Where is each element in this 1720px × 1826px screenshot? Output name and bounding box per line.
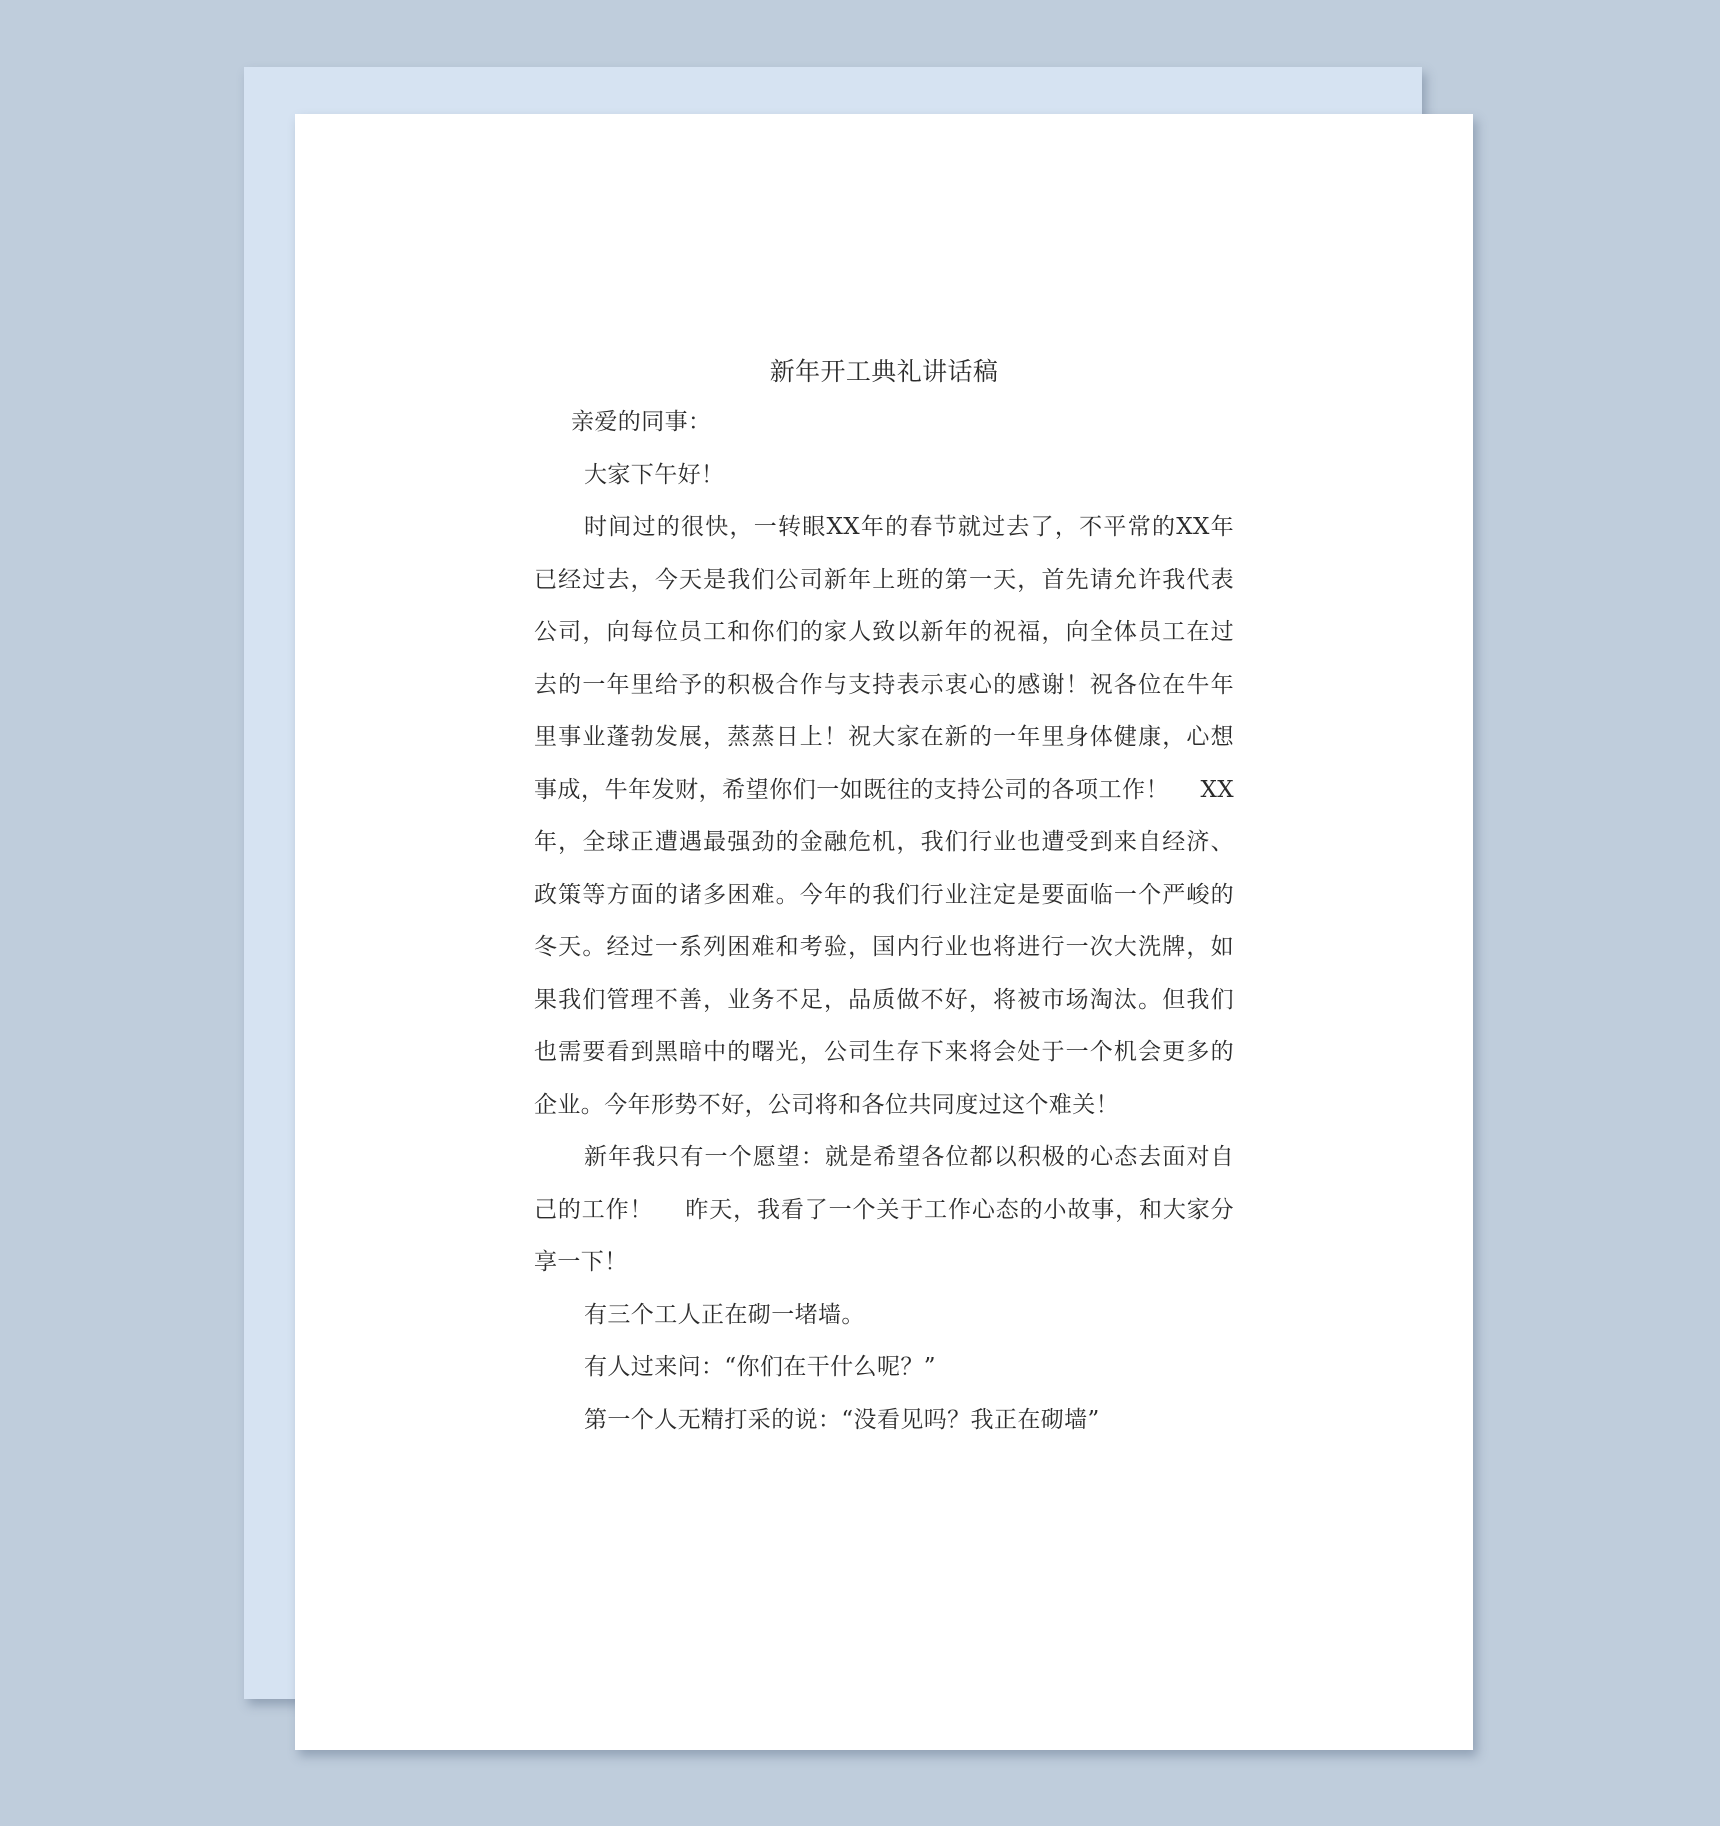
paragraph-story-1: 有三个工人正在砌一堵墙。 xyxy=(584,1301,865,1328)
paragraph-story-3: 第一个人无精打采的说：“没看见吗？我正在砌墙” xyxy=(584,1406,1100,1433)
paragraph-greeting: 大家下午好！ xyxy=(584,461,725,488)
paragraph-story-2: 有人过来问：“你们在干什么呢？” xyxy=(584,1354,936,1380)
paragraph-new-year-review: 时间过的很快，一转眼XX年的春节就过去了，不平常的XX年已经过去，今天是我们公司新年上班的第一天，首先请允许我代表公司，向每位员工和你们的家人致以新年的祝福，向全体员工在过去的一年里给予的积极合作与支持表示衷心的感谢！祝各位在牛年里事业蓬勃发展，蒸蒸日上！祝大家在新的一年里身体健康，心想事成，牛年发财，希望你们一如既往的支持公司的各项工作！ XX年，全球正遭遇最强劲的金融危机，我们行业也遭受到来自经济、政策等方面的诸多困难。今年的我们行业注定是要面临一个严峻的冬天。经过一系列困难和考验，国内行业也将进行一次大洗牌，如果我们管理不善，业务不足，品质做不好，将被市场淘汰。但我们也需要看到黑暗中的曙光，公司生存下来将会处于一个机会更多的企业。今年形势不好，公司将和各位共同度过这个难关！ xyxy=(534,514,1234,1118)
paragraph-wish: 新年我只有一个愿望：就是希望各位都以积极的心态去面对自己的工作！ 昨天，我看了一个关于工作心态的小故事，和大家分享一下！ xyxy=(534,1144,1234,1275)
document-body xyxy=(534,348,1234,1446)
document-title: 新年开工典礼讲话稿 xyxy=(769,357,999,386)
salutation: 亲爱的同事： xyxy=(571,409,712,435)
